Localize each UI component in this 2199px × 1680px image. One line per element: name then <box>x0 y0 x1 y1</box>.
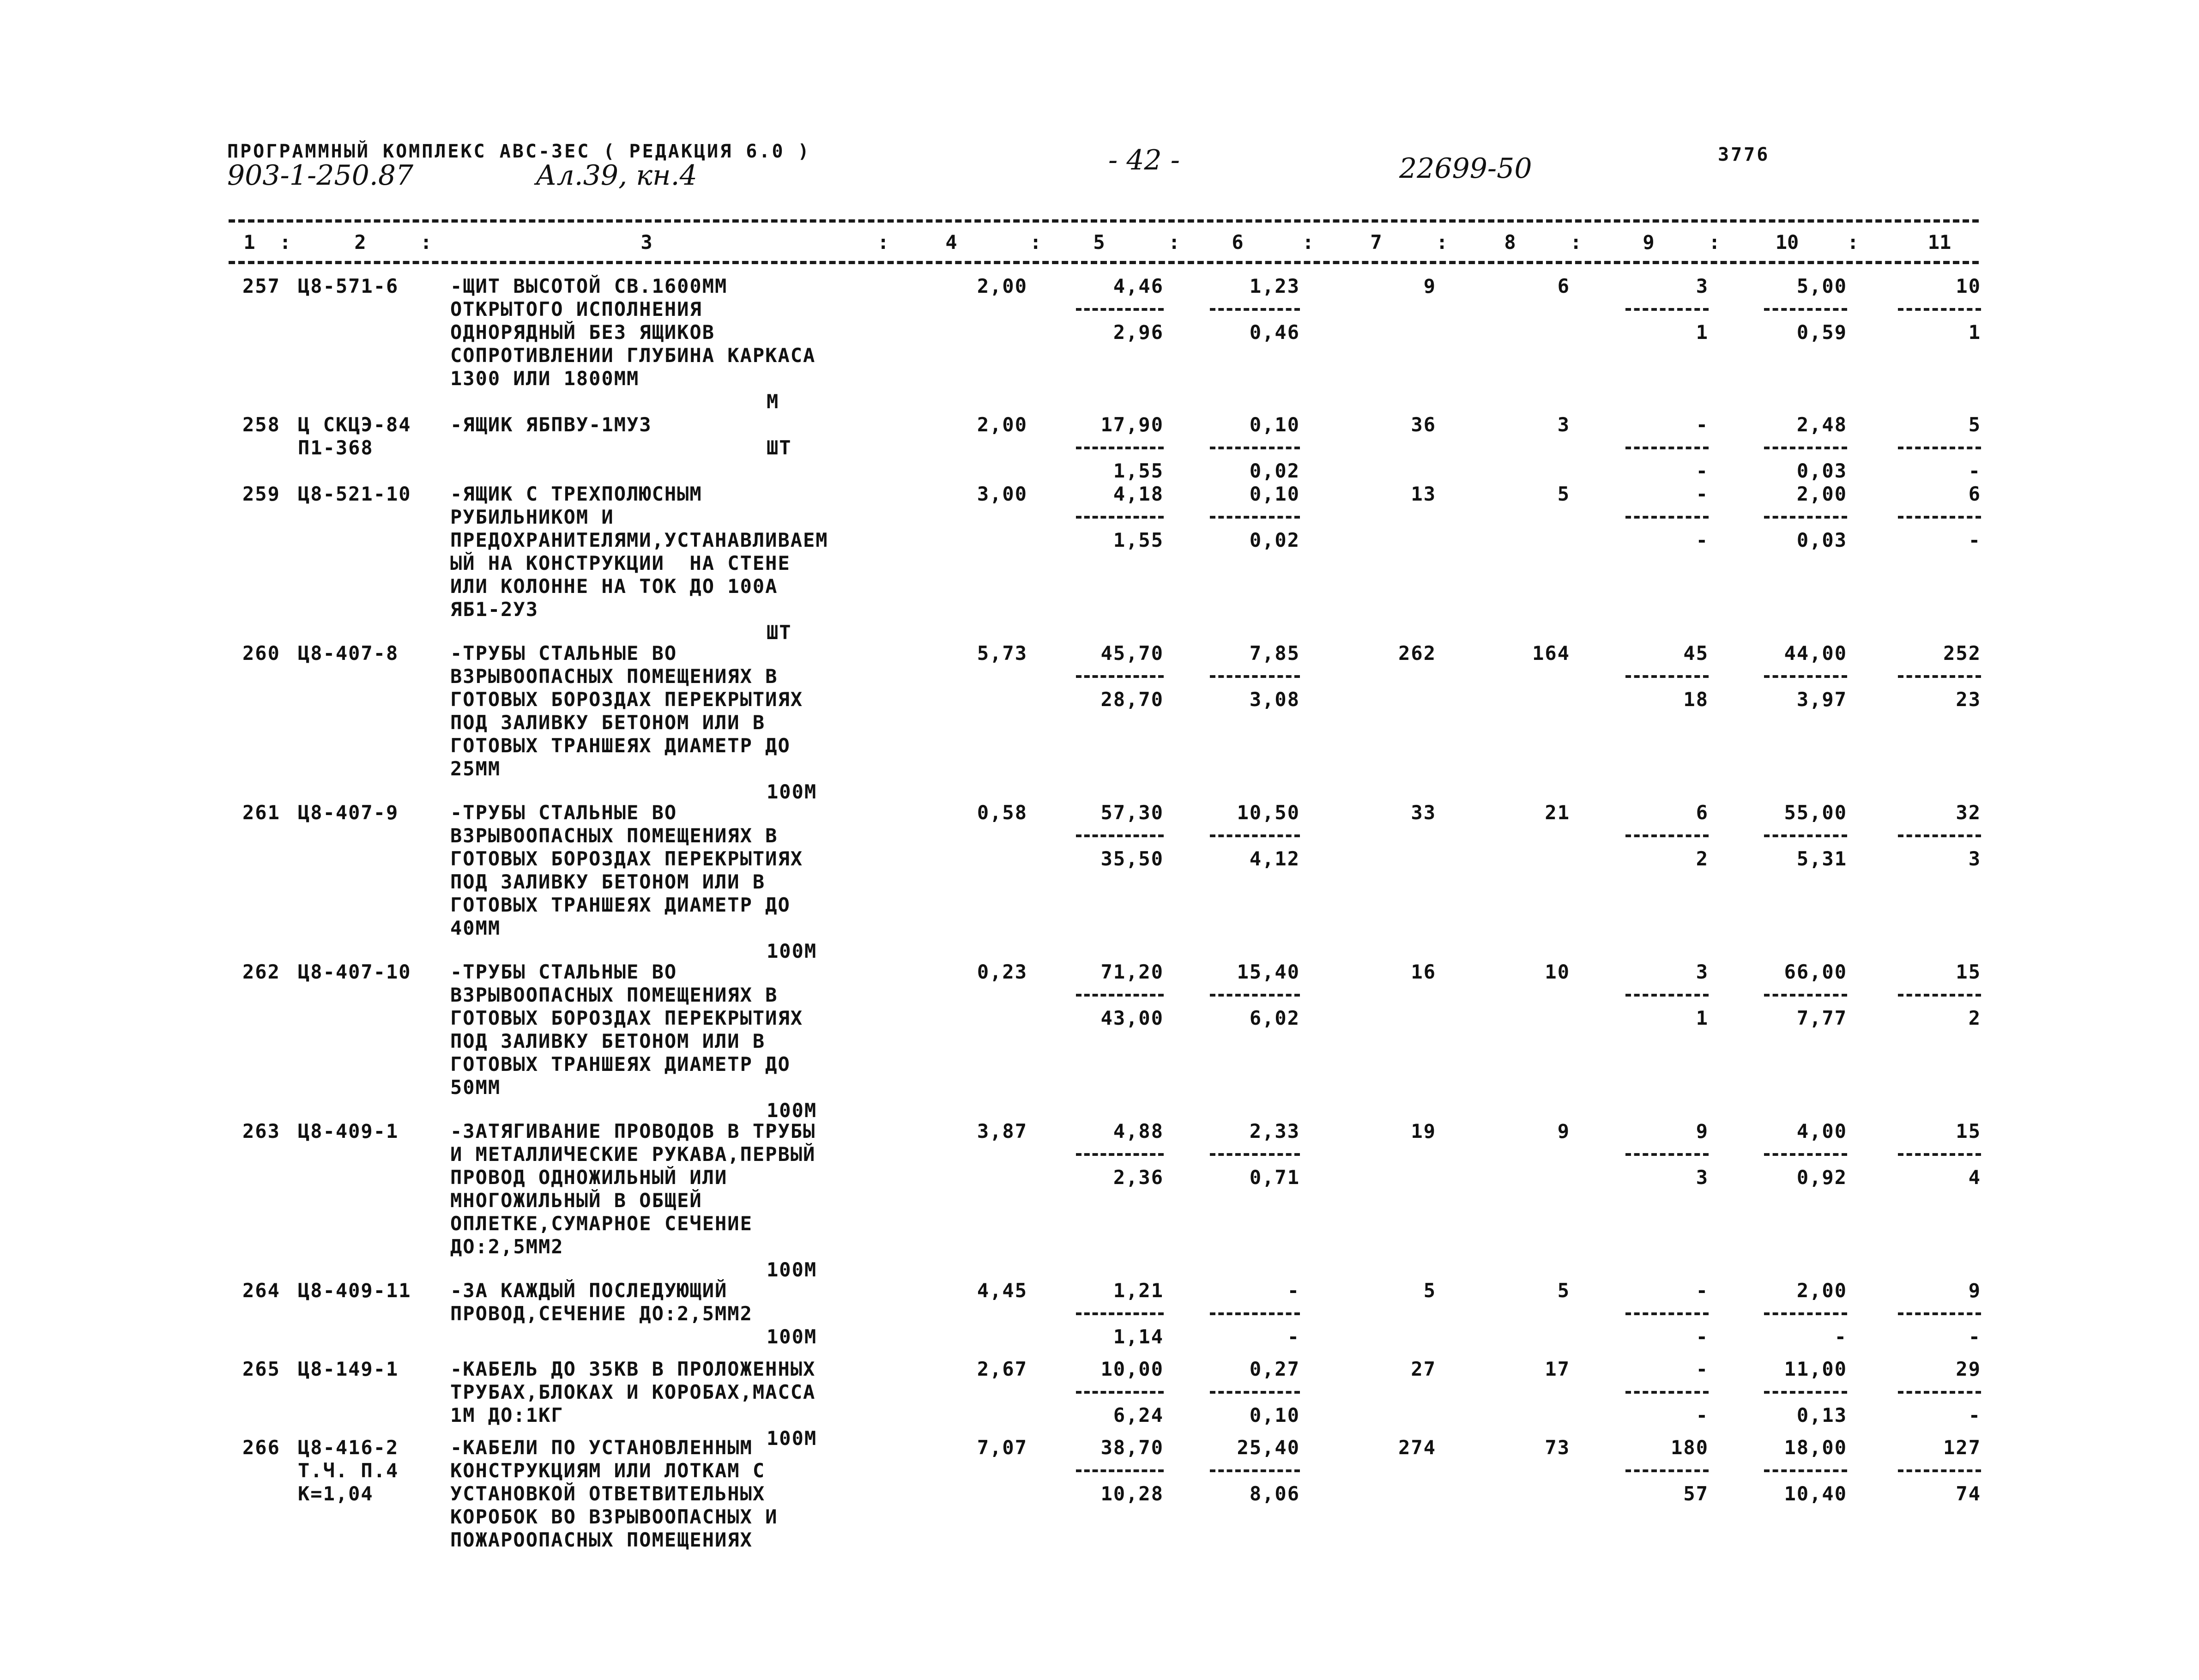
row-number: 261 <box>242 801 280 824</box>
value-c5b: 2,96 <box>1113 321 1164 344</box>
stamp-number: 3776 <box>1718 144 1770 165</box>
row-description: -ТРУБЫ СТАЛЬНЫЕ ВО ВЗРЫВООПАСНЫХ ПОМЕЩЕНИЯХ В ГОТОВЫХ БОРОЗДАХ ПЕРЕКРЫТИЯХ ПОД ЗАЛИВКУ БЕТОНОМ ИЛИ В ГОТОВЫХ ТРАНШЕЯХ ДИАМЕТР ДО 50ММ <box>450 961 803 1099</box>
top-rule <box>229 219 1979 223</box>
value-c6b: 4,12 <box>1249 847 1300 870</box>
value-c11: 127 <box>1943 1436 1981 1459</box>
column-separator: : <box>1030 231 1042 254</box>
value-c6b: 0,02 <box>1249 529 1300 551</box>
value-c6b: 0,46 <box>1249 321 1300 344</box>
value-c10: 2,48 <box>1796 413 1847 436</box>
value-c11b: 1 <box>1968 321 1981 344</box>
column-separator: : <box>877 231 889 254</box>
row-code: Ц8-407-10 <box>298 961 411 983</box>
value-c7: 262 <box>1398 642 1436 665</box>
column-header-3: 3 <box>640 231 652 254</box>
value-c11: 15 <box>1956 1120 1981 1142</box>
value-c4: 2,67 <box>977 1358 1027 1380</box>
value-c7: 33 <box>1411 801 1436 824</box>
document-number: 22699-50 <box>1399 152 1532 185</box>
value-c9: 45 <box>1683 642 1709 665</box>
value-c11b: - <box>1968 1325 1981 1348</box>
value-c5b: 1,55 <box>1113 529 1164 551</box>
value-divider <box>1210 447 1300 449</box>
row-code: Ц8-407-9 <box>298 801 399 824</box>
value-c5: 57,30 <box>1100 801 1164 824</box>
column-header-1: 1 <box>243 231 255 254</box>
row-description: -ЗАТЯГИВАНИЕ ПРОВОДОВ В ТРУБЫ И МЕТАЛЛИЧЕСКИЕ РУКАВА,ПЕРВЫЙ ПРОВОД ОДНОЖИЛЬНЫЙ ИЛИ МНОГОЖИЛЬНЫЙ В ОБЩЕЙ ОПЛЕТКЕ,СУМАРНОЕ СЕЧЕНИЕ ДО:2,5ММ2 <box>450 1120 816 1258</box>
value-c8: 164 <box>1532 642 1570 665</box>
value-c9b: 57 <box>1683 1482 1709 1505</box>
value-c4: 0,23 <box>977 961 1027 983</box>
value-c11: 252 <box>1943 642 1981 665</box>
column-separator: : <box>1570 231 1582 254</box>
row-number: 263 <box>242 1120 280 1142</box>
value-divider <box>1764 516 1847 519</box>
value-divider <box>1764 1312 1847 1315</box>
value-c8: 3 <box>1557 413 1570 436</box>
page-number: - 42 - <box>1108 144 1180 176</box>
value-c5: 4,88 <box>1113 1120 1164 1142</box>
value-c10b: 7,77 <box>1796 1007 1847 1029</box>
column-header-11: 11 <box>1927 231 1951 254</box>
value-c10: 18,00 <box>1784 1436 1847 1459</box>
row-description: -ТРУБЫ СТАЛЬНЫЕ ВО ВЗРЫВООПАСНЫХ ПОМЕЩЕНИЯХ В ГОТОВЫХ БОРОЗДАХ ПЕРЕКРЫТИЯХ ПОД ЗАЛИВКУ БЕТОНОМ ИЛИ В ГОТОВЫХ ТРАНШЕЯХ ДИАМЕТР ДО 40ММ <box>450 801 803 939</box>
value-divider <box>1764 675 1847 678</box>
row-code: Ц8-416-2 Т.Ч. П.4 К=1,04 <box>298 1436 399 1505</box>
value-c5: 71,20 <box>1100 961 1164 983</box>
value-c4: 0,58 <box>977 801 1027 824</box>
value-divider <box>1076 1469 1164 1472</box>
value-c8: 17 <box>1545 1358 1570 1380</box>
value-c5b: 43,00 <box>1100 1007 1164 1029</box>
value-divider <box>1898 447 1981 449</box>
value-divider <box>1898 834 1981 837</box>
value-c10b: 0,92 <box>1796 1166 1847 1189</box>
value-divider <box>1764 447 1847 449</box>
value-divider <box>1210 1312 1300 1315</box>
value-divider <box>1625 834 1709 837</box>
value-c11: 29 <box>1956 1358 1981 1380</box>
value-c9: - <box>1696 483 1709 505</box>
value-c7: 274 <box>1398 1436 1436 1459</box>
value-divider <box>1625 1391 1709 1394</box>
value-c9b: 2 <box>1696 847 1709 870</box>
value-c11b: 3 <box>1968 847 1981 870</box>
row-unit: 100М <box>767 780 817 803</box>
value-c5b: 2,36 <box>1113 1166 1164 1189</box>
value-c11: 15 <box>1956 961 1981 983</box>
value-c6: 7,85 <box>1249 642 1300 665</box>
value-c6b: 6,02 <box>1249 1007 1300 1029</box>
value-c6: 10,50 <box>1237 801 1300 824</box>
value-c10: 55,00 <box>1784 801 1847 824</box>
row-number: 262 <box>242 961 280 983</box>
value-c5b: 28,70 <box>1100 688 1164 711</box>
value-c4: 2,00 <box>977 275 1027 297</box>
value-c9: 3 <box>1696 275 1709 297</box>
value-c5: 4,46 <box>1113 275 1164 297</box>
value-c11: 9 <box>1968 1279 1981 1302</box>
value-divider <box>1210 834 1300 837</box>
row-description: -ЯЩИК С ТРЕХПОЛЮСНЫМ РУБИЛЬНИКОМ И ПРЕДОХРАНИТЕЛЯМИ,УСТАНАВЛИВАЕМ ЫЙ НА КОНСТРУКЦИИ НА СТЕНЕ ИЛИ КОЛОННЕ НА ТОК ДО 100А ЯБ1-2УЗ <box>450 483 828 621</box>
value-divider <box>1898 1153 1981 1156</box>
value-divider <box>1210 308 1300 311</box>
column-header-10: 10 <box>1775 231 1799 254</box>
value-c9b: 3 <box>1696 1166 1709 1189</box>
value-c10b: 0,13 <box>1796 1404 1847 1426</box>
value-c9: - <box>1696 1358 1709 1380</box>
value-c5b: 6,24 <box>1113 1404 1164 1426</box>
column-separator: : <box>279 231 291 254</box>
value-c10b: 0,03 <box>1796 459 1847 482</box>
value-divider <box>1898 1312 1981 1315</box>
value-divider <box>1898 516 1981 519</box>
column-separator: : <box>1847 231 1859 254</box>
value-c5b: 1,14 <box>1113 1325 1164 1348</box>
value-c5: 38,70 <box>1100 1436 1164 1459</box>
row-unit: М <box>767 390 779 413</box>
row-code: Ц8-521-10 <box>298 483 411 505</box>
value-c11: 32 <box>1956 801 1981 824</box>
value-c5: 45,70 <box>1100 642 1164 665</box>
value-c6b: 8,06 <box>1249 1482 1300 1505</box>
row-unit: 100М <box>767 940 817 962</box>
value-divider <box>1076 994 1164 997</box>
value-divider <box>1764 994 1847 997</box>
column-header-4: 4 <box>945 231 957 254</box>
value-c5: 4,18 <box>1113 483 1164 505</box>
value-c6b: 0,02 <box>1249 459 1300 482</box>
column-separator: : <box>1436 231 1448 254</box>
value-c4: 2,00 <box>977 413 1027 436</box>
row-code: Ц8-149-1 <box>298 1358 399 1380</box>
row-description: -КАБЕЛЬ ДО 35КВ В ПРОЛОЖЕННЫХ ТРУБАХ,БЛОКАХ И КОРОБАХ,МАССА 1М ДО:1КГ <box>450 1358 816 1426</box>
value-c10b: 0,03 <box>1796 529 1847 551</box>
value-c5b: 1,55 <box>1113 459 1164 482</box>
value-c7: 27 <box>1411 1358 1436 1380</box>
value-c10b: 0,59 <box>1796 321 1847 344</box>
value-c9: 180 <box>1671 1436 1709 1459</box>
value-c9: - <box>1696 1279 1709 1302</box>
value-divider <box>1210 675 1300 678</box>
value-c10: 44,00 <box>1784 642 1847 665</box>
row-description: -ТРУБЫ СТАЛЬНЫЕ ВО ВЗРЫВООПАСНЫХ ПОМЕЩЕНИЯХ В ГОТОВЫХ БОРОЗДАХ ПЕРЕКРЫТИЯХ ПОД ЗАЛИВКУ БЕТОНОМ ИЛИ В ГОТОВЫХ ТРАНШЕЯХ ДИАМЕТР ДО 25ММ <box>450 642 803 780</box>
value-c7: 13 <box>1411 483 1436 505</box>
row-number: 265 <box>242 1358 280 1380</box>
value-c5b: 10,28 <box>1100 1482 1164 1505</box>
value-c11b: 2 <box>1968 1007 1981 1029</box>
value-divider <box>1076 308 1164 311</box>
row-unit: 100М <box>767 1258 817 1281</box>
value-c11b: 4 <box>1968 1166 1981 1189</box>
value-divider <box>1898 308 1981 311</box>
row-code: Ц8-407-8 <box>298 642 399 665</box>
value-c9: 6 <box>1696 801 1709 824</box>
value-c6b: 0,71 <box>1249 1166 1300 1189</box>
column-separator: : <box>1709 231 1721 254</box>
value-c4: 4,45 <box>977 1279 1027 1302</box>
row-number: 260 <box>242 642 280 665</box>
value-c10b: - <box>1834 1325 1847 1348</box>
value-divider <box>1076 1153 1164 1156</box>
row-unit: 100М <box>767 1099 817 1122</box>
row-description: -ЯЩИК ЯБПВУ-1МУЗ <box>450 413 652 436</box>
column-header-7: 7 <box>1370 231 1382 254</box>
row-unit: ШТ <box>767 436 792 459</box>
value-divider <box>1210 994 1300 997</box>
value-c8: 9 <box>1557 1120 1570 1142</box>
column-header-5: 5 <box>1093 231 1105 254</box>
value-c6b: - <box>1287 1325 1300 1348</box>
value-divider <box>1210 1153 1300 1156</box>
value-c11b: - <box>1968 529 1981 551</box>
value-divider <box>1625 1153 1709 1156</box>
value-c6: 25,40 <box>1237 1436 1300 1459</box>
value-c9: 9 <box>1696 1120 1709 1142</box>
value-c5b: 35,50 <box>1100 847 1164 870</box>
value-c11b: - <box>1968 1404 1981 1426</box>
value-divider <box>1076 516 1164 519</box>
value-c8: 5 <box>1557 483 1570 505</box>
value-c10: 2,00 <box>1796 1279 1847 1302</box>
value-c10: 11,00 <box>1784 1358 1847 1380</box>
value-divider <box>1210 1391 1300 1394</box>
value-c10b: 10,40 <box>1784 1482 1847 1505</box>
column-separator: : <box>1168 231 1180 254</box>
value-c11b: - <box>1968 459 1981 482</box>
value-c7: 19 <box>1411 1120 1436 1142</box>
value-divider <box>1625 1469 1709 1472</box>
column-header-9: 9 <box>1643 231 1655 254</box>
value-c6: 15,40 <box>1237 961 1300 983</box>
row-code: Ц8-571-6 <box>298 275 399 297</box>
value-divider <box>1764 1153 1847 1156</box>
value-c6: 1,23 <box>1249 275 1300 297</box>
project-code: 903-1-250.87 <box>227 159 414 192</box>
value-c5: 1,21 <box>1113 1279 1164 1302</box>
value-c6: 0,27 <box>1249 1358 1300 1380</box>
value-c11: 6 <box>1968 483 1981 505</box>
program-header: ПРОГРАММНЫЙ КОМПЛЕКС АВС-3ЕС ( РЕДАКЦИЯ 6.0 ) <box>227 141 811 162</box>
value-c9b: - <box>1696 529 1709 551</box>
value-divider <box>1076 447 1164 449</box>
value-c8: 21 <box>1545 801 1570 824</box>
value-c11b: 23 <box>1956 688 1981 711</box>
value-divider <box>1764 1391 1847 1394</box>
value-c4: 3,00 <box>977 483 1027 505</box>
value-c8: 73 <box>1545 1436 1570 1459</box>
value-divider <box>1764 1469 1847 1472</box>
value-c7: 16 <box>1411 961 1436 983</box>
column-header-6: 6 <box>1232 231 1244 254</box>
value-c4: 7,07 <box>977 1436 1027 1459</box>
value-c9b: - <box>1696 1404 1709 1426</box>
row-unit: 100М <box>767 1325 817 1348</box>
row-number: 264 <box>242 1279 280 1302</box>
column-separator: : <box>420 231 432 254</box>
value-c9b: - <box>1696 459 1709 482</box>
value-divider <box>1076 675 1164 678</box>
value-c10: 66,00 <box>1784 961 1847 983</box>
value-c10b: 3,97 <box>1796 688 1847 711</box>
row-number: 257 <box>242 275 280 297</box>
column-header-8: 8 <box>1504 231 1516 254</box>
value-divider <box>1625 516 1709 519</box>
value-divider <box>1076 1391 1164 1394</box>
column-separator: : <box>1302 231 1314 254</box>
value-c10: 4,00 <box>1796 1120 1847 1142</box>
row-description: -ЩИТ ВЫСОТОЙ СВ.1600ММ ОТКРЫТОГО ИСПОЛНЕНИЯ ОДНОРЯДНЫЙ БЕЗ ЯЩИКОВ СОПРОТИВЛЕНИИ ГЛУБИНА КАРКАСА 1300 ИЛИ 1800ММ <box>450 275 816 390</box>
row-number: 258 <box>242 413 280 436</box>
row-code: Ц8-409-11 <box>298 1279 411 1302</box>
value-c11b: 74 <box>1956 1482 1981 1505</box>
value-c10: 5,00 <box>1796 275 1847 297</box>
row-code: Ц СКЦЭ-84 П1-368 <box>298 413 411 459</box>
value-c6b: 3,08 <box>1249 688 1300 711</box>
value-c6: 2,33 <box>1249 1120 1300 1142</box>
value-c9: 3 <box>1696 961 1709 983</box>
value-divider <box>1625 308 1709 311</box>
row-description: -ЗА КАЖДЫЙ ПОСЛЕДУЮЩИЙ ПРОВОД,СЕЧЕНИЕ ДО:2,5ММ2 <box>450 1279 753 1325</box>
value-c8: 6 <box>1557 275 1570 297</box>
value-c7: 5 <box>1423 1279 1436 1302</box>
value-divider <box>1764 308 1847 311</box>
value-c11: 10 <box>1956 275 1981 297</box>
value-c10b: 5,31 <box>1796 847 1847 870</box>
row-description: -КАБЕЛИ ПО УСТАНОВЛЕННЫМ КОНСТРУКЦИЯМ ИЛИ ЛОТКАМ С УСТАНОВКОЙ ОТВЕТВИТЕЛЬНЫХ КОРОБОК ВО ВЗРЫВООПАСНЫХ И ПОЖАРООПАСНЫХ ПОМЕЩЕНИЯХ <box>450 1436 778 1551</box>
value-c6b: 0,10 <box>1249 1404 1300 1426</box>
value-c4: 5,73 <box>977 642 1027 665</box>
value-c9b: 18 <box>1683 688 1709 711</box>
value-c10: 2,00 <box>1796 483 1847 505</box>
value-divider <box>1625 675 1709 678</box>
value-divider <box>1076 1312 1164 1315</box>
row-number: 259 <box>242 483 280 505</box>
value-c9b: 1 <box>1696 321 1709 344</box>
column-header-2: 2 <box>354 231 366 254</box>
value-divider <box>1210 1469 1300 1472</box>
value-c9b: 1 <box>1696 1007 1709 1029</box>
value-c8: 10 <box>1545 961 1570 983</box>
value-c9: - <box>1696 413 1709 436</box>
row-unit: 100М <box>767 1427 817 1450</box>
value-c9b: - <box>1696 1325 1709 1348</box>
row-code: Ц8-409-1 <box>298 1120 399 1142</box>
sheet-reference: Ал.39, кн.4 <box>536 159 697 192</box>
value-divider <box>1625 447 1709 449</box>
value-divider <box>1625 1312 1709 1315</box>
value-divider <box>1764 834 1847 837</box>
value-divider <box>1898 1391 1981 1394</box>
value-c7: 36 <box>1411 413 1436 436</box>
value-c5: 17,90 <box>1100 413 1164 436</box>
value-c6: 0,10 <box>1249 413 1300 436</box>
value-divider <box>1076 834 1164 837</box>
value-c6: 0,10 <box>1249 483 1300 505</box>
row-number: 266 <box>242 1436 280 1459</box>
value-divider <box>1898 1469 1981 1472</box>
value-c6: - <box>1287 1279 1300 1302</box>
value-c5: 10,00 <box>1100 1358 1164 1380</box>
value-c7: 9 <box>1423 275 1436 297</box>
row-unit: ШТ <box>767 621 792 644</box>
value-divider <box>1898 675 1981 678</box>
header-rule <box>229 261 1979 264</box>
value-divider <box>1625 994 1709 997</box>
value-c4: 3,87 <box>977 1120 1027 1142</box>
value-c8: 5 <box>1557 1279 1570 1302</box>
value-divider <box>1210 516 1300 519</box>
value-divider <box>1898 994 1981 997</box>
value-c11: 5 <box>1968 413 1981 436</box>
